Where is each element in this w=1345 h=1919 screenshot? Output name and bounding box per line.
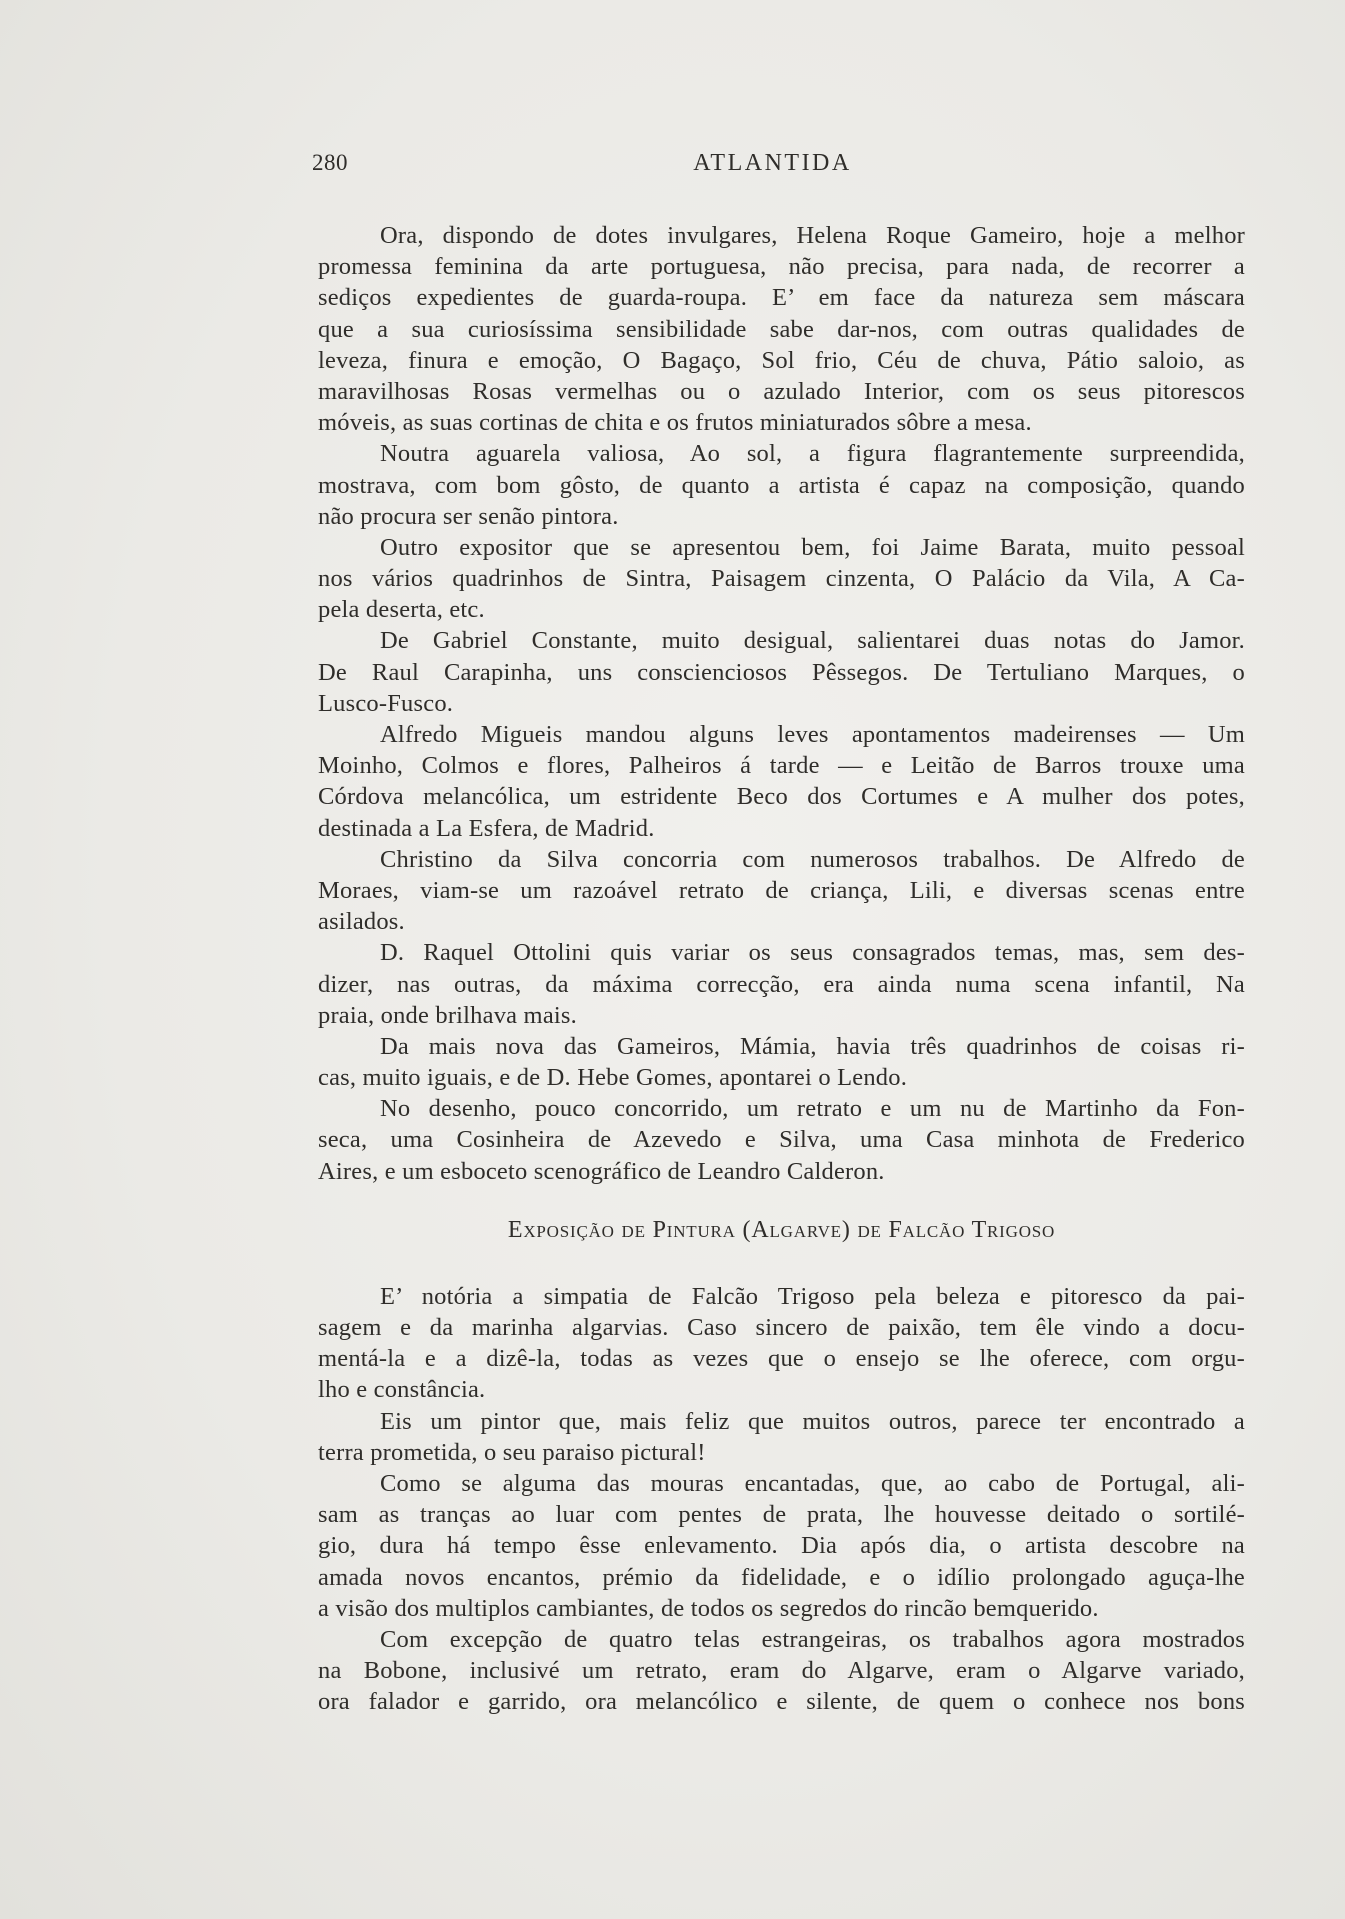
text-line: dizer, nas outras, da máxima correcção, era ainda numa scena infantil, Na [318,970,1245,998]
text-line: seca, uma Cosinheira de Azevedo e Silva, uma Casa minhota de Frederico [318,1126,1245,1154]
text-line: No desenho, pouco concorrido, um retrato e um nu de Martinho da Fon- [380,1095,1245,1123]
text-line: que a sua curiosíssima sensibilidade sabe dar-nos, com outras qualidades de [318,315,1245,343]
text-line: sagem e da marinha algarvias. Caso sincero de paixão, tem êle vindo a docu- [318,1314,1245,1341]
text-line: Noutra aguarela valiosa, Ao sol, a figura flagrantemente surpreendida, [380,440,1245,468]
text-line: Aires, e um esboceto scenográfico de Leandro Calderon. [318,1157,885,1185]
text-line: gio, dura há tempo êsse enlevamento. Dia após dia, o artista descobre na [318,1532,1245,1560]
text-line: mentá-la e a dizê-la, todas as vezes que o ensejo se lhe oferece, com orgu- [318,1345,1245,1373]
text-line: terra prometida, o seu paraiso pictural! [318,1438,706,1466]
text-line: praia, onde brilhava mais. [318,1001,577,1029]
text-line: Lusco-Fusco. [318,689,454,717]
text-line: Ora, dispondo de dotes invulgares, Helena Roque Gameiro, hoje a melhor [380,222,1245,249]
text-line: sediços expedientes de guarda-roupa. E’ em face da natureza sem máscara [318,284,1245,312]
text-line: pela deserta, etc. [318,596,485,624]
text-line: Alfredo Migueis mandou alguns leves apontamentos madeirenses — Um [380,721,1245,748]
section-text [318,1281,1245,1718]
page-number: 280 [312,150,348,175]
text-line: na Bobone, inclusivé um retrato, eram do Algarve, eram o Algarve variado, [318,1657,1245,1685]
text-line: cas, muito iguais, e de D. Hebe Gomes, apontarei o Lendo. [318,1064,908,1092]
text-line: destinada a La Esfera, de Madrid. [318,814,655,842]
journal-title: ATLANTIDA [693,150,852,176]
text-line: a visão dos multiplos cambiantes, de todos os segredos do rincão bemquerido. [318,1594,1099,1622]
text-line: asilados. [318,908,405,936]
text-line: Moraes, viam-se um razoável retrato de criança, Lili, e diversas scenas entre [318,876,1245,904]
text-line: Christino da Silva concorria com numerosos trabalhos. De Alfredo de [380,845,1245,873]
text-line: sam as tranças ao luar com pentes de prata, lhe houvesse deitado o sortilé- [318,1501,1245,1529]
text-line: Moinho, Colmos e flores, Palheiros á tarde — e Leitão de Barros trouxe uma [318,752,1245,780]
text-line: ora falador e garrido, ora melancólico e silente, de quem o conhece nos bons [318,1688,1245,1716]
text-line: D. Raquel Ottolini quis variar os seus consagrados temas, mas, sem des- [380,939,1245,967]
text-line: Com excepção de quatro telas estrangeiras, os trabalhos agora mostrados [380,1625,1245,1653]
text-line: maravilhosas Rosas vermelhas ou o azulado Interior, com os seus pitorescos [318,377,1245,405]
text-line: leveza, finura e emoção, O Bagaço, Sol frio, Céu de chuva, Pátio saloio, as [318,346,1245,374]
text-line: promessa feminina da arte portuguesa, não precisa, para nada, de recorrer a [318,253,1245,281]
running-head [300,150,1245,184]
text-line: móveis, as suas cortinas de chita e os frutos miniaturados sôbre a mesa. [318,409,1032,437]
text-line: Da mais nova das Gameiros, Mámia, havia três quadrinhos de coisas ri- [380,1032,1245,1060]
text-line: De Gabriel Constante, muito desigual, salientarei duas notas do Jamor. [380,627,1245,655]
text-line: De Raul Carapinha, uns conscienciosos Pêssegos. De Tertuliano Marques, o [318,658,1245,686]
text-line: não procura ser senão pintora. [318,502,619,530]
body-text [318,220,1245,1187]
text-line: Córdova melancólica, um estridente Beco dos Cortumes e A mulher dos potes, [318,783,1245,811]
text-line: amada novos encantos, prémio da fidelidade, e o idílio prolongado aguça-lhe [318,1563,1245,1591]
text-line: Como se alguma das mouras encantadas, que, ao cabo de Portugal, ali- [380,1469,1245,1497]
text-line: E’ notória a simpatia de Falcão Trigoso pela beleza e pitoresco da pai- [380,1282,1245,1310]
text-line: nos vários quadrinhos de Sintra, Paisagem cinzenta, O Palácio da Vila, A Ca- [318,565,1245,593]
text-line: mostrava, com bom gôsto, de quanto a artista é capaz na composição, quando [318,471,1245,499]
text-line: Eis um pintor que, mais feliz que muitos outros, parece ter encontrado a [380,1407,1245,1435]
section-heading: Exposição de Pintura (Algarve) de Falcão Trigoso [507,1216,1056,1243]
article-body [318,220,1245,1717]
text-line: Outro expositor que se apresentou bem, foi Jaime Barata, muito pessoal [380,533,1245,561]
text-line: lho e constância. [318,1376,486,1404]
